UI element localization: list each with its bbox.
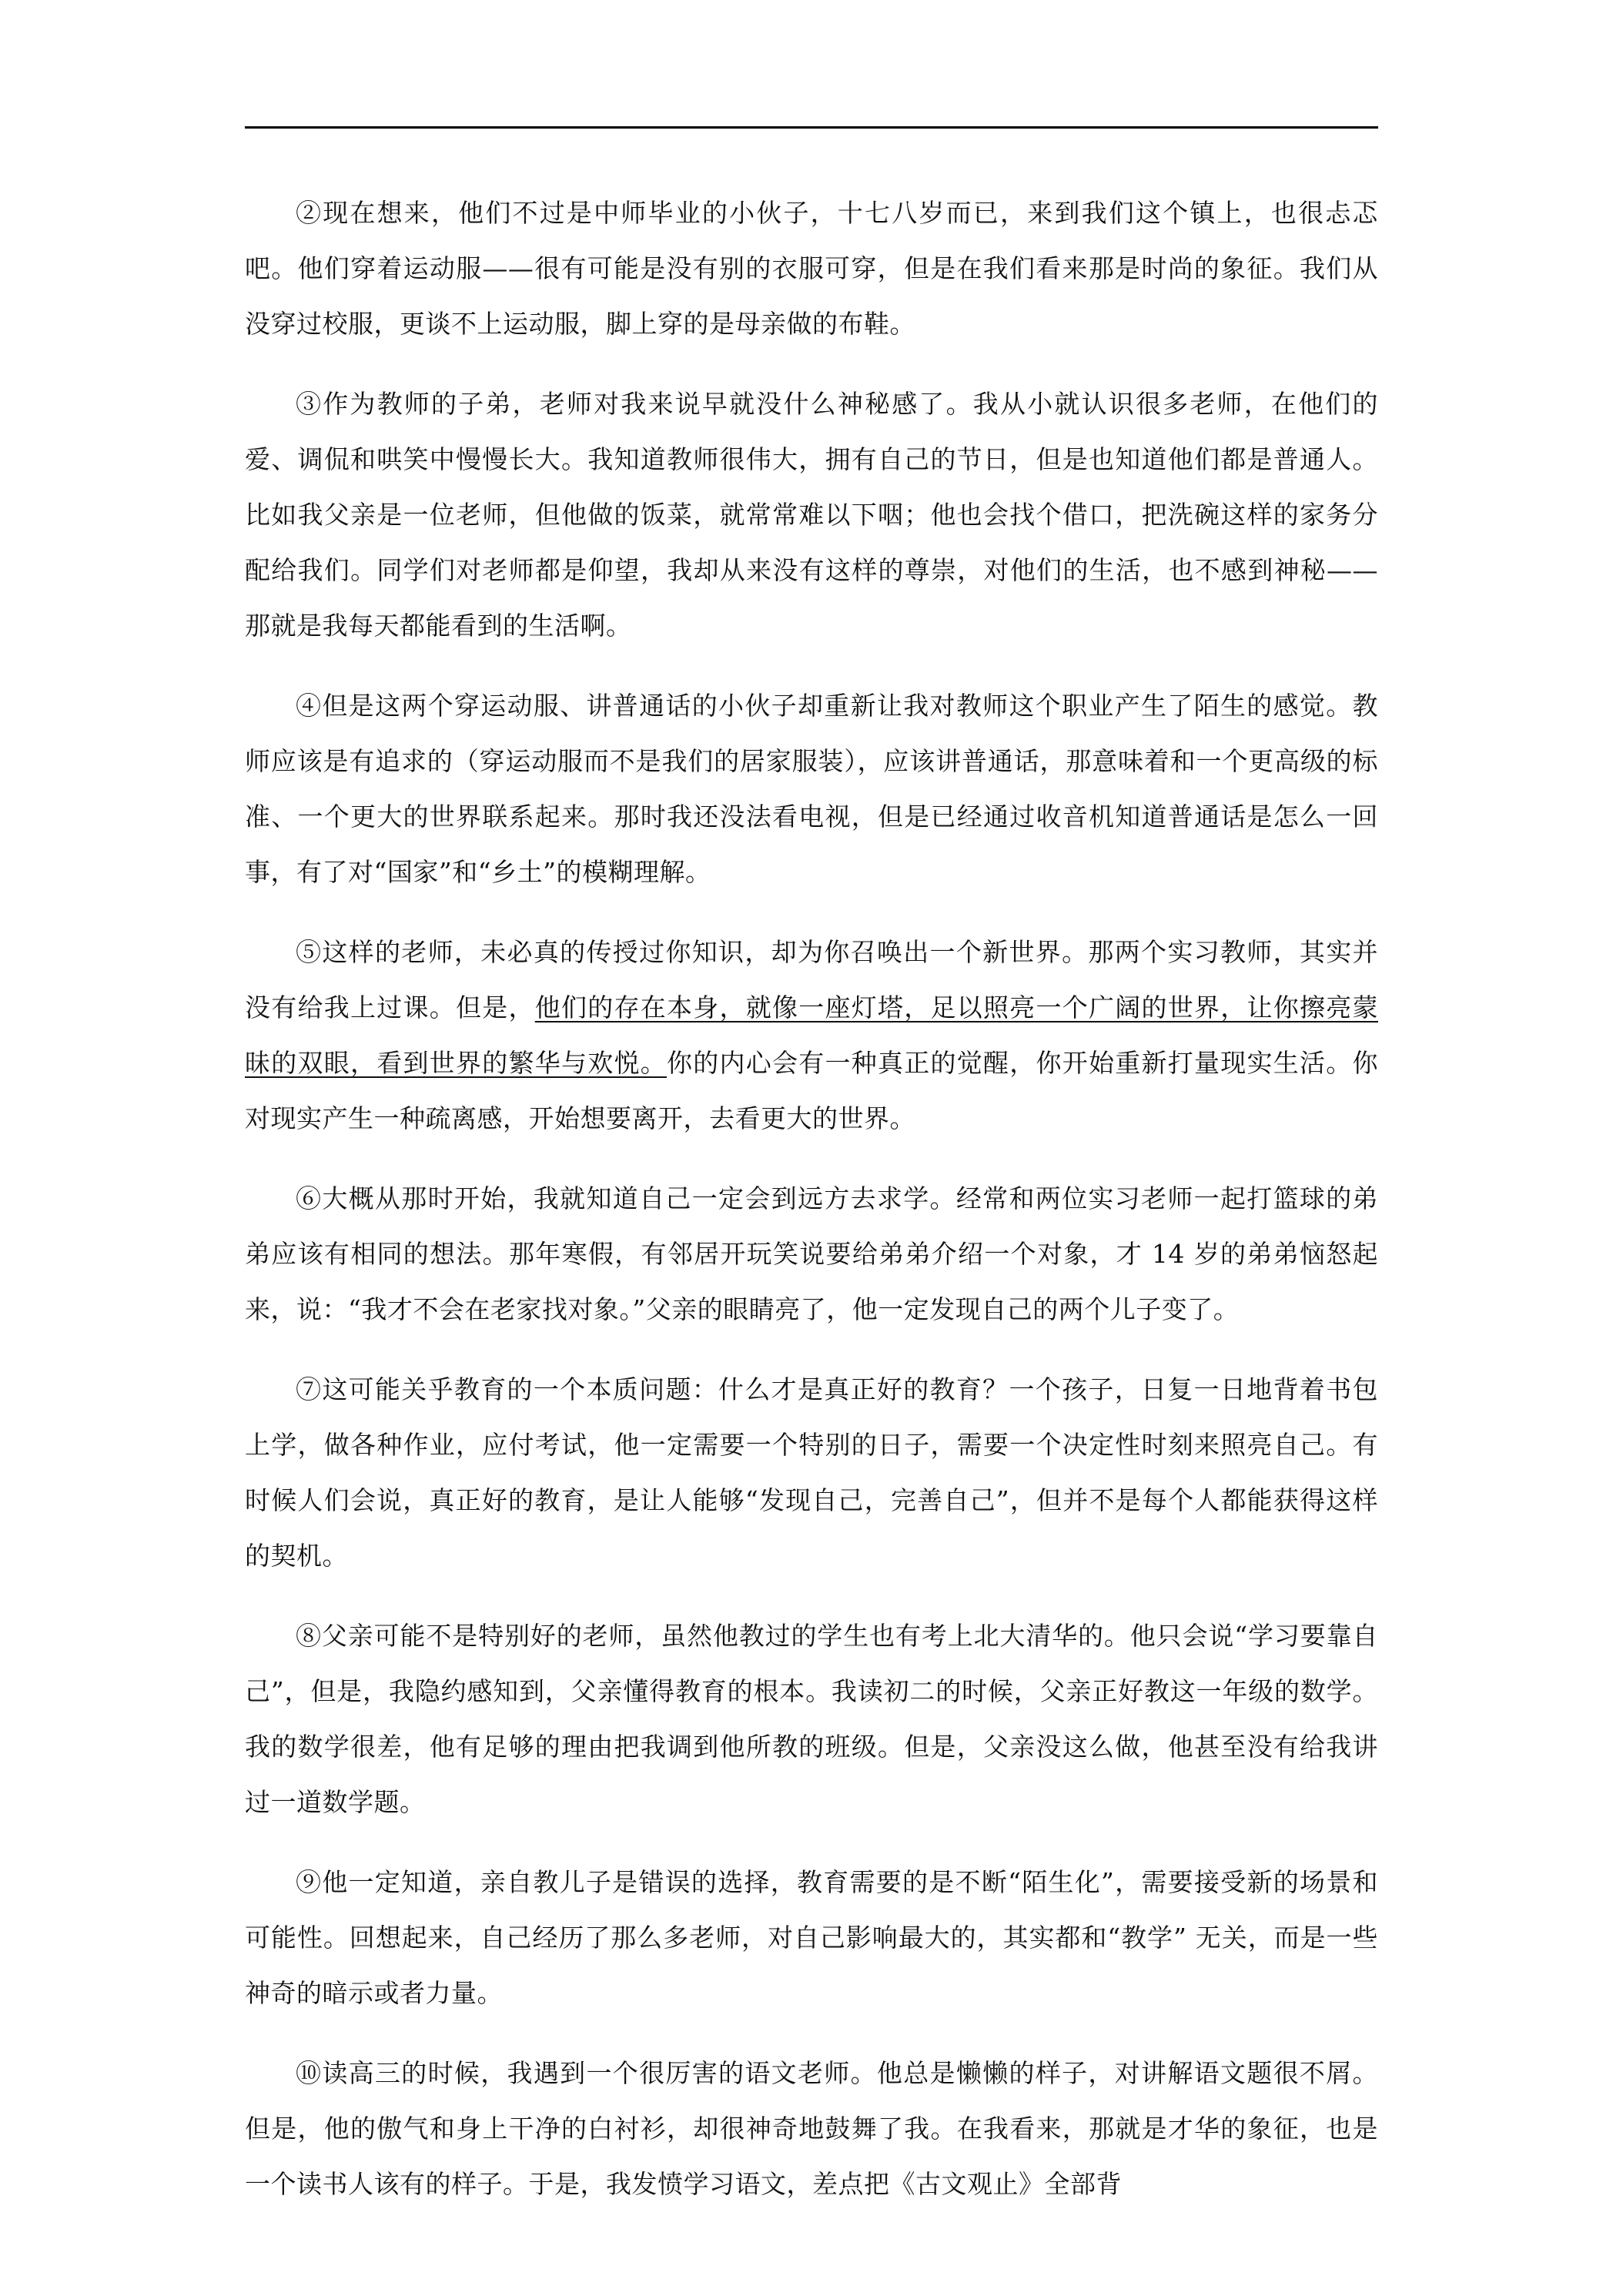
paragraph-5-tail: 你的内心会有一种真正的觉醒，你开始重新打量现实生活。你对现实产生一种疏离感，开始想要离开，去看更大的世界。	[245, 1048, 1378, 1133]
paragraph-3: ③作为教师的子弟，老师对我来说早就没什么神秘感了。我从小就认识很多老师，在他们的爱、调侃和哄笑中慢慢长大。我知道教师很伟大，拥有自己的节日，但是也知道他们都是普通人。比如我父亲是一位老师，但他做的饭菜，就常常难以下咽；他也会找个借口，把洗碗这样的家务分配给我们。同学们对老师都是仰望，我却从来没有这样的尊崇，对他们的生活，也不感到神秘——那就是我每天都能看到的生活啊。	[245, 389, 1378, 641]
paragraph-7: ⑦这可能关乎教育的一个本质问题：什么才是真正好的教育？一个孩子，日复一日地背着书包上学，做各种作业，应付考试，他一定需要一个特别的日子，需要一个决定性时刻来照亮自己。有时候人们会说，真正好的教育，是让人能够“发现自己，完善自己”，但并不是每个人都能获得这样的契机。	[245, 1374, 1378, 1571]
paragraph-9: ⑨他一定知道，亲自教儿子是错误的选择，教育需要的是不断“陌生化”，需要接受新的场景和可能性。回想起来，自己经历了那么多老师，对自己影响最大的，其实都和“教学” 无关，而是一些神奇的暗示或者力量。	[245, 1867, 1378, 2008]
paragraph-6: ⑥大概从那时开始，我就知道自己一定会到远方去求学。经常和两位实习老师一起打篮球的弟弟应该有相同的想法。那年寒假，有邻居开玩笑说要给弟弟介绍一个对象，才 14 岁的弟弟恼怒起来，说：“我才不会在老家找对象。”父亲的眼睛亮了，他一定发现自己的两个儿子变了。	[245, 1183, 1378, 1324]
underlined-sentence: 他们的存在本身，就像一座灯塔，足以照亮一个广阔的世界，让你擦亮蒙昧的双眼，看到世界的繁华与欢悦。	[245, 992, 1378, 1078]
article-body	[245, 186, 1378, 2212]
paragraph-5	[245, 925, 1378, 1146]
paragraph-5-lead: ⑤这样的老师，未必真的传授过你知识，却为你召唤出一个新世界。那两个实习教师，其实并没有给我上过课。但是，	[245, 937, 1378, 1022]
paragraph-10: ⑩读高三的时候，我遇到一个很厉害的语文老师。他总是懒懒的样子，对讲解语文题很不屑。但是，他的傲气和身上干净的白衬衫，却很神奇地鼓舞了我。在我看来，那就是才华的象征，也是一个读书人该有的样子。于是，我发愤学习语文，差点把《古文观止》全部背	[245, 2058, 1378, 2199]
paragraph-2: ②现在想来，他们不过是中师毕业的小伙子，十七八岁而已，来到我们这个镇上，也很忐忑吧。他们穿着运动服——很有可能是没有别的衣服可穿，但是在我们看来那是时尚的象征。我们从没穿过校服，更谈不上运动服，脚上穿的是母亲做的布鞋。	[245, 198, 1378, 339]
paragraph-8: ⑧父亲可能不是特别好的老师，虽然他教过的学生也有考上北大清华的。他只会说“学习要靠自己”，但是，我隐约感知到，父亲懂得教育的根本。我读初二的时候，父亲正好教这一年级的数学。我的数学很差，他有足够的理由把我调到他所教的班级。但是，父亲没这么做，他甚至没有给我讲过一道数学题。	[245, 1621, 1378, 1817]
paragraph-4: ④但是这两个穿运动服、讲普通话的小伙子却重新让我对教师这个职业产生了陌生的感觉。教师应该是有追求的（穿运动服而不是我们的居家服装），应该讲普通话，那意味着和一个更高级的标准、一个更大的世界联系起来。那时我还没法看电视，但是已经通过收音机知道普通话是怎么一回事，有了对“国家”和“乡土”的模糊理解。	[245, 691, 1378, 887]
header-rule	[245, 126, 1378, 129]
